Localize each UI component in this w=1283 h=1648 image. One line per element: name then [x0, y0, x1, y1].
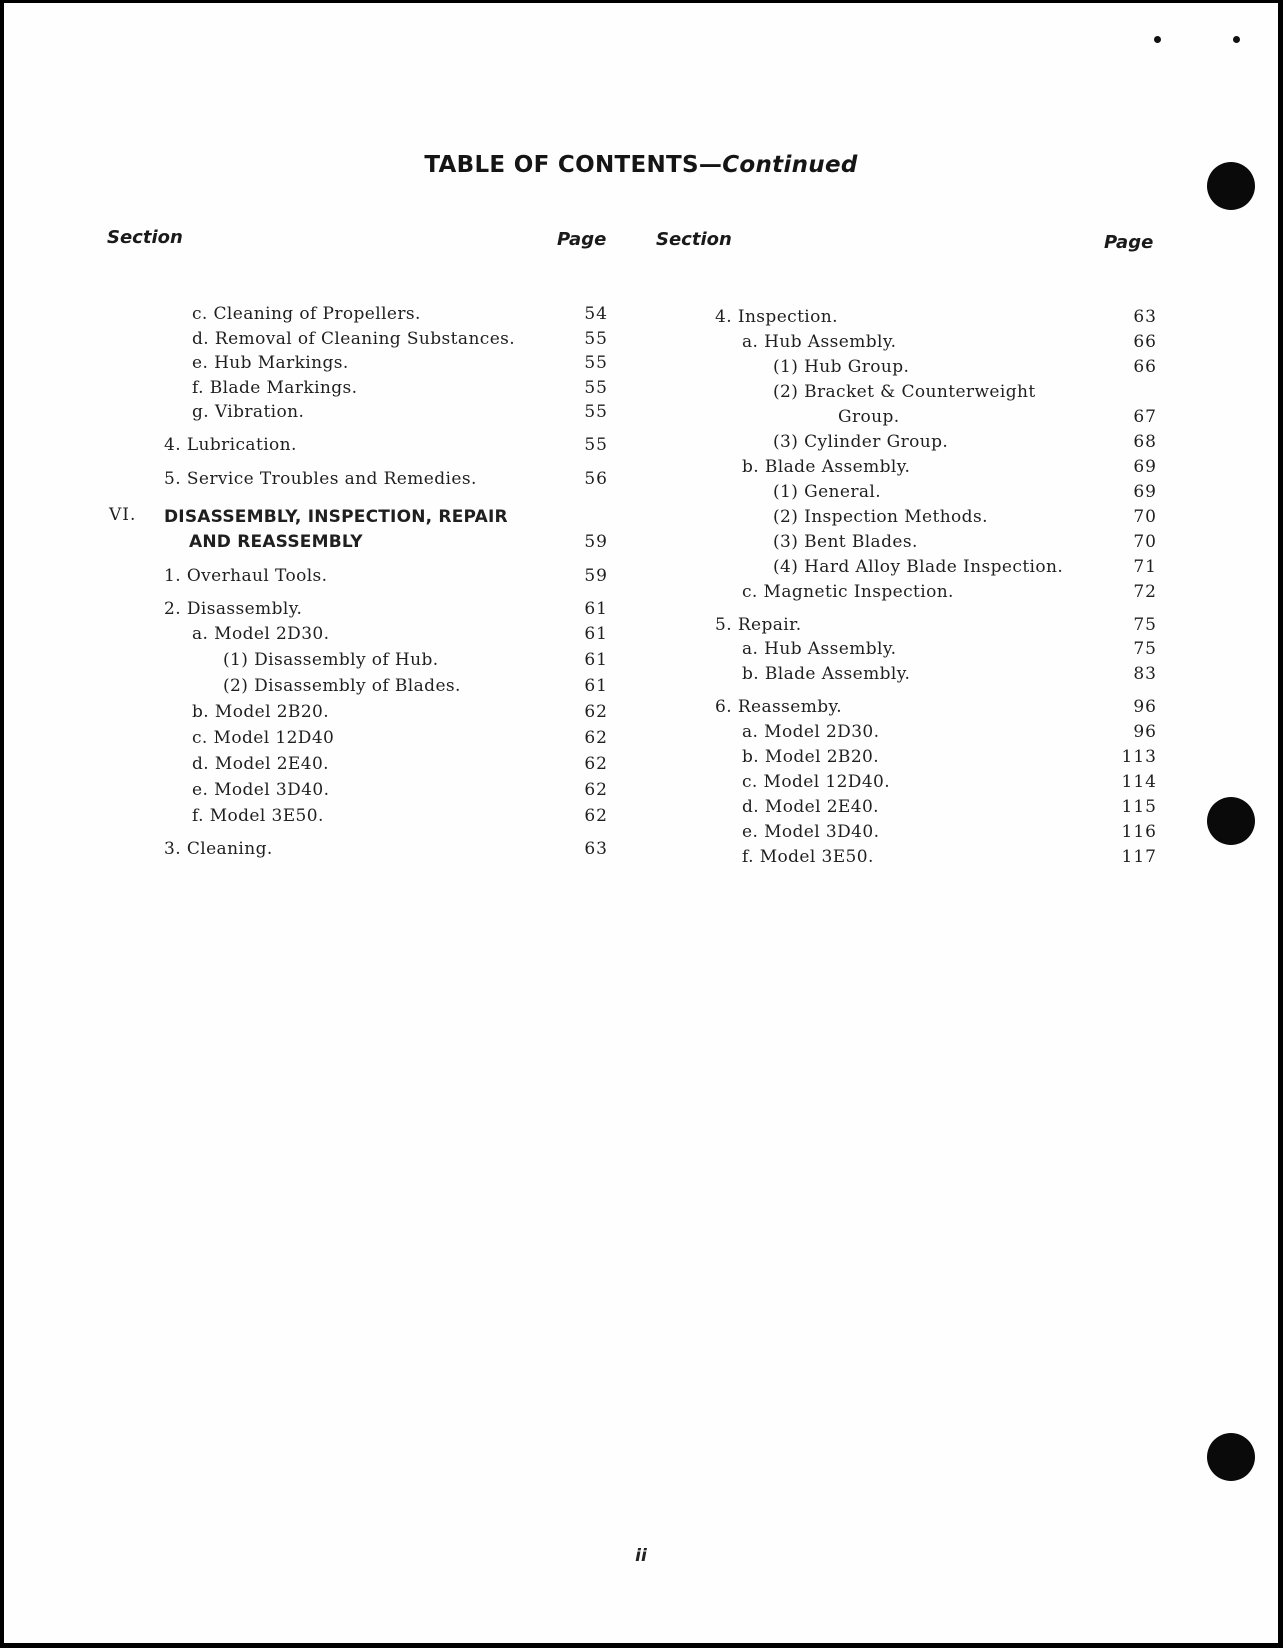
left-page-header: Page — [557, 229, 607, 250]
toc-entry: e. Model 3D40. 116 — [742, 822, 1157, 842]
section-numeral: VI. — [109, 505, 137, 525]
toc-entry: (1) General. 69 — [773, 482, 1157, 502]
page-number: ii — [635, 1546, 647, 1566]
toc-entry: d. Removal of Cleaning Substances. 55 — [192, 329, 608, 349]
toc-entry: a. Model 2D30. 61 — [192, 624, 608, 644]
toc-entry: c. Magnetic Inspection. 72 — [742, 582, 1157, 602]
toc-entry: e. Hub Markings. 55 — [192, 353, 608, 373]
toc-entry: (2) Disassembly of Blades. 61 — [223, 676, 608, 696]
toc-entry: (3) Cylinder Group. 68 — [773, 432, 1157, 452]
ink-speck — [1233, 36, 1240, 43]
toc-section-heading: DISASSEMBLY, INSPECTION, REPAIR — [164, 507, 508, 527]
binder-hole-bottom — [1207, 1433, 1255, 1481]
toc-entry: b. Blade Assembly. 83 — [742, 664, 1157, 684]
toc-entry: (4) Hard Alloy Blade Inspection. 71 — [773, 557, 1157, 577]
toc-entry: 1. Overhaul Tools. 59 — [164, 566, 608, 586]
toc-entry: (3) Bent Blades. 70 — [773, 532, 1157, 552]
ink-speck — [1154, 36, 1161, 43]
toc-entry: b. Model 2B20. 62 — [192, 702, 608, 722]
toc-entry: a. Hub Assembly. 66 — [742, 332, 1157, 352]
toc-entry: b. Model 2B20. 113 — [742, 747, 1157, 767]
toc-entry: c. Model 12D40. 114 — [742, 772, 1157, 792]
toc-entry: 5. Service Troubles and Remedies. 56 — [164, 469, 608, 489]
toc-entry: 4. Inspection. 63 — [715, 307, 1157, 327]
toc-entry: (1) Disassembly of Hub. 61 — [223, 650, 608, 670]
right-section-header: Section — [656, 229, 732, 250]
document-page — [4, 3, 1278, 1643]
page-title: TABLE OF CONTENTS—Continued — [424, 152, 858, 178]
toc-entry: c. Cleaning of Propellers. 54 — [192, 304, 608, 324]
toc-entry: d. Model 2E40. 115 — [742, 797, 1157, 817]
toc-entry: (2) Bracket & Counterweight — [773, 382, 1036, 402]
toc-entry: 3. Cleaning. 63 — [164, 839, 608, 859]
toc-entry: f. Model 3E50. 62 — [192, 806, 608, 826]
toc-entry: c. Model 12D40 62 — [192, 728, 608, 748]
toc-section-heading: AND REASSEMBLY 59 — [189, 532, 608, 552]
binder-hole-middle — [1207, 797, 1255, 845]
toc-entry: e. Model 3D40. 62 — [192, 780, 608, 800]
toc-entry: a. Hub Assembly. 75 — [742, 639, 1157, 659]
toc-entry: f. Model 3E50. 117 — [742, 847, 1157, 867]
toc-entry: 6. Reassemby. 96 — [715, 697, 1157, 717]
right-page-header: Page — [1104, 232, 1154, 253]
toc-entry: g. Vibration. 55 — [192, 402, 608, 422]
toc-entry: 5. Repair. 75 — [715, 615, 1157, 635]
toc-entry: Group. 67 — [838, 407, 1157, 427]
toc-entry: 2. Disassembly. 61 — [164, 599, 608, 619]
toc-entry: f. Blade Markings. 55 — [192, 378, 608, 398]
toc-entry: (2) Inspection Methods. 70 — [773, 507, 1157, 527]
toc-entry: a. Model 2D30. 96 — [742, 722, 1157, 742]
toc-entry: 4. Lubrication. 55 — [164, 435, 608, 455]
left-section-header: Section — [107, 227, 183, 248]
toc-entry: d. Model 2E40. 62 — [192, 754, 608, 774]
toc-entry: (1) Hub Group. 66 — [773, 357, 1157, 377]
toc-entry: b. Blade Assembly. 69 — [742, 457, 1157, 477]
